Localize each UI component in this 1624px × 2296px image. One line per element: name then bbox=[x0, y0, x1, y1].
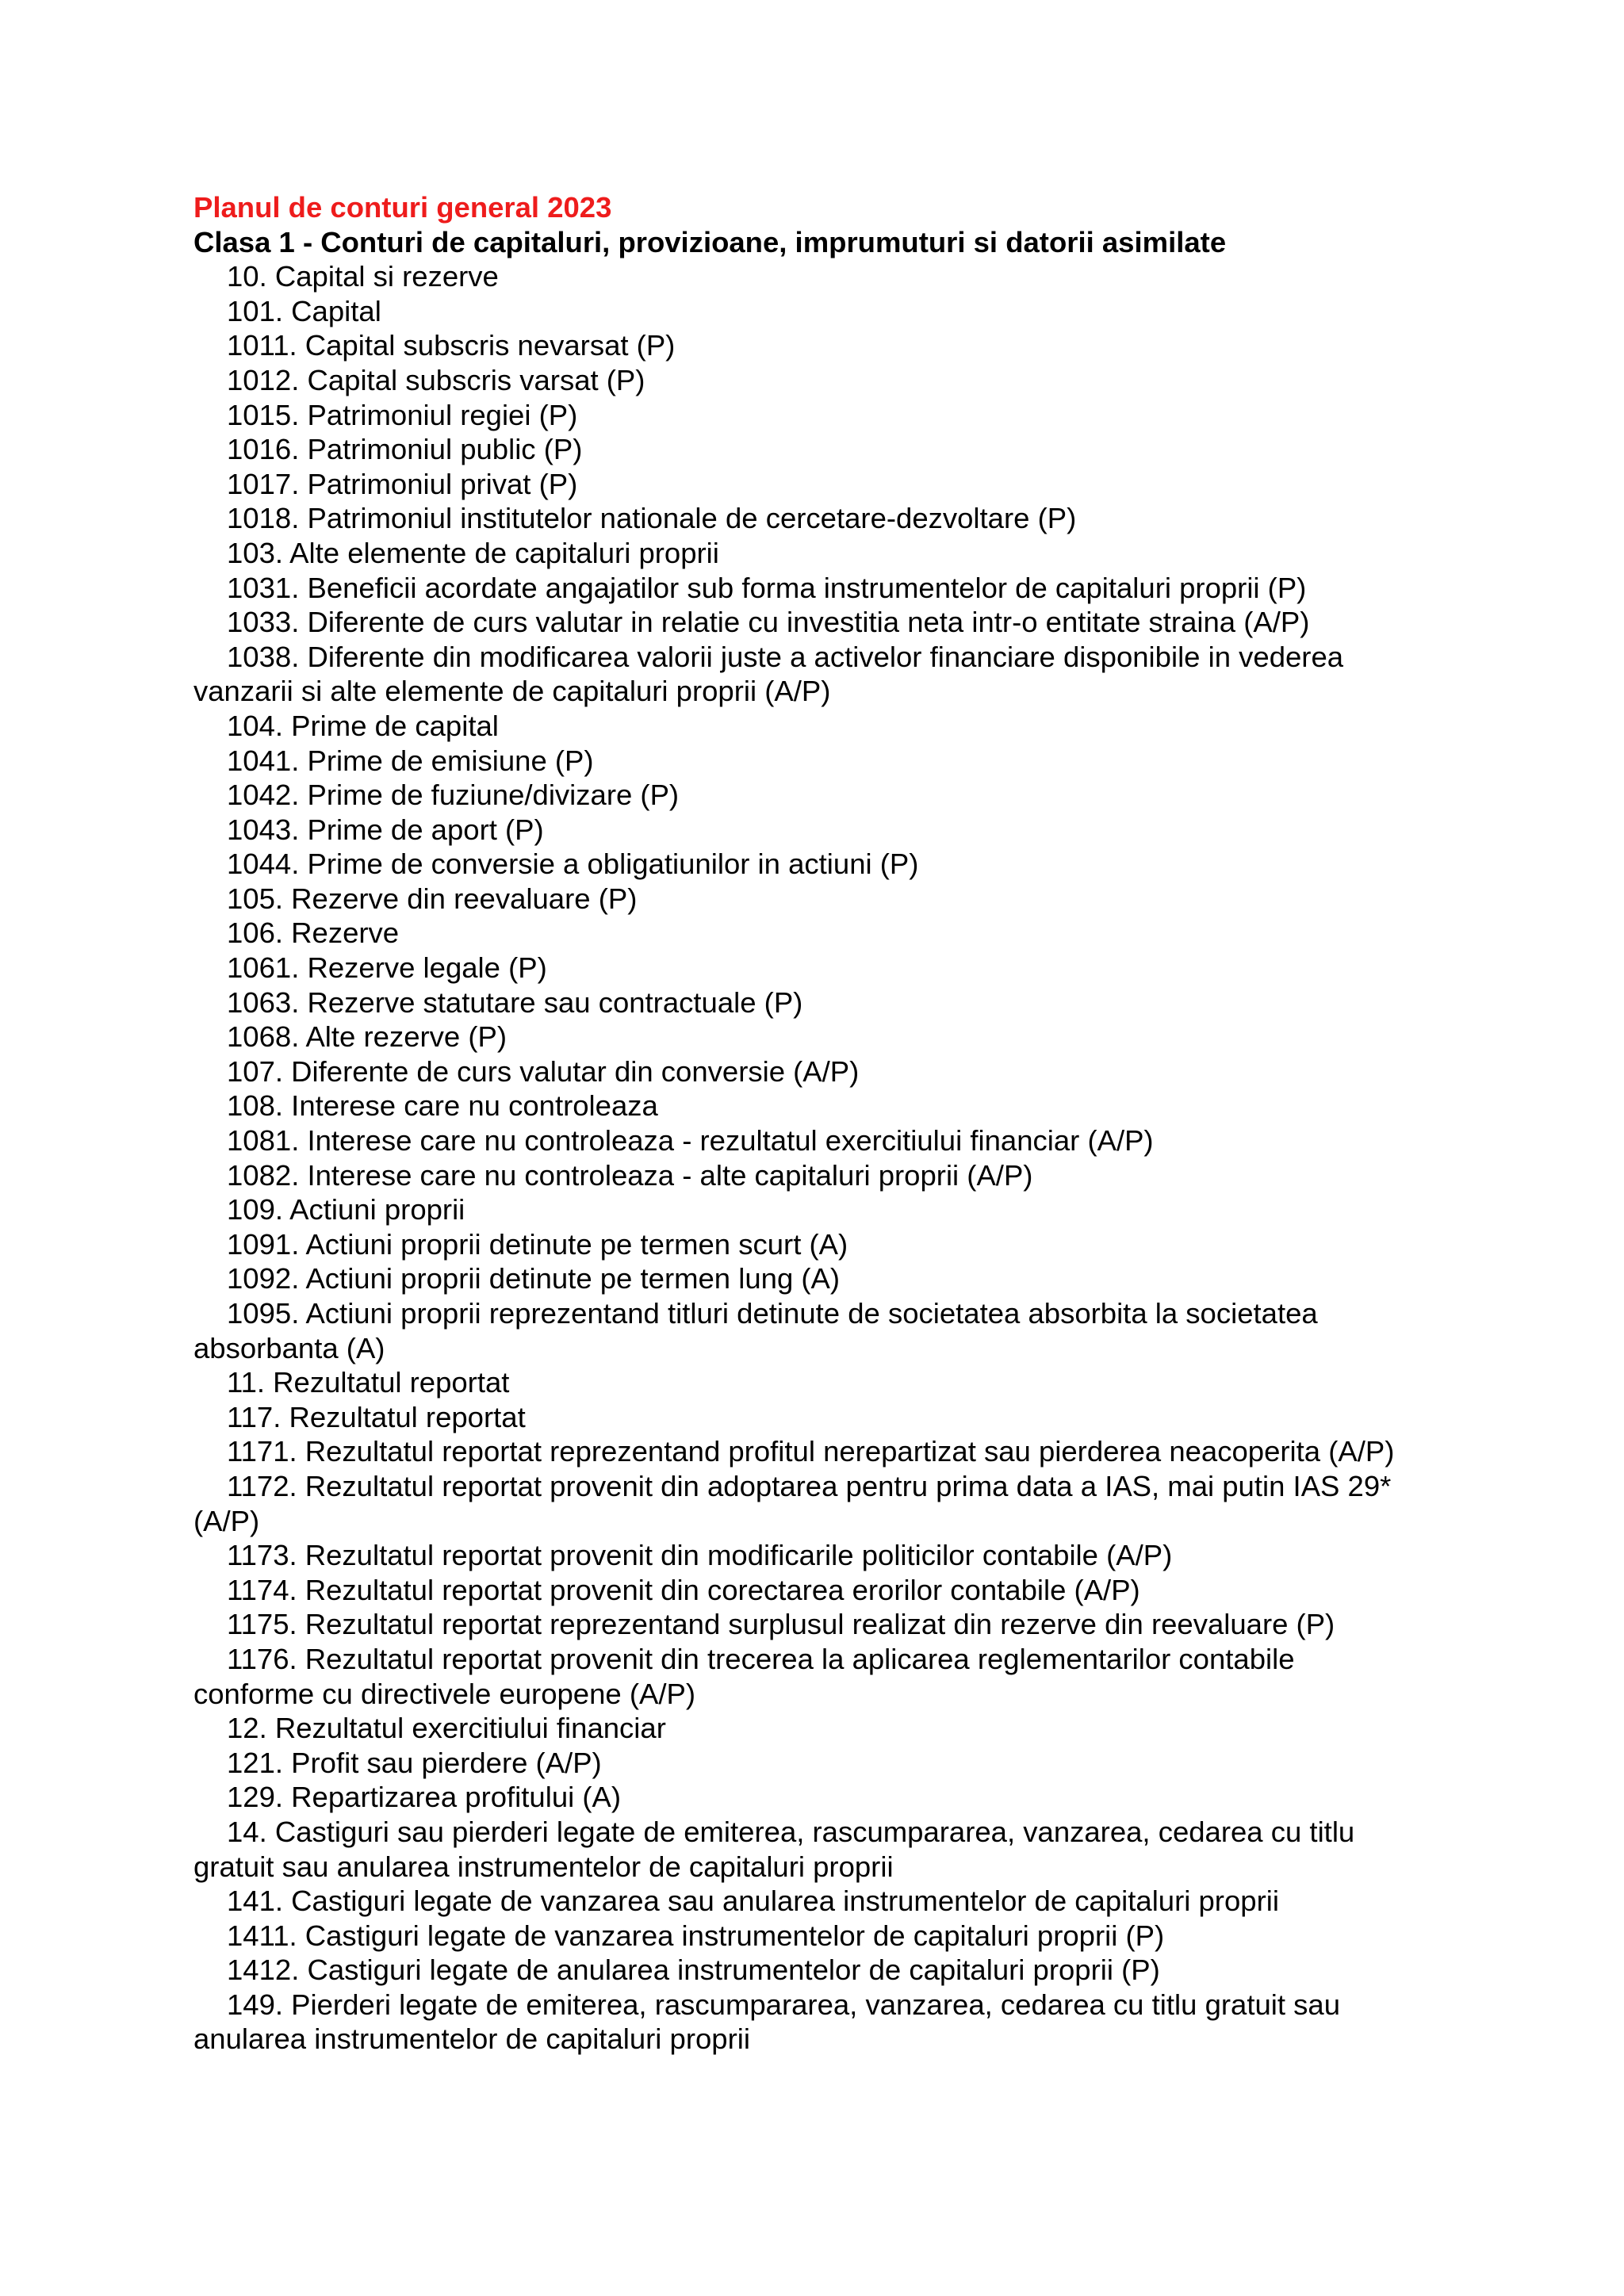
class-heading: Clasa 1 - Conturi de capitaluri, provizioane, imprumuturi si datorii asimilate bbox=[193, 225, 1227, 258]
account-entry: 141. Castiguri legate de vanzarea sau anularea instrumentelor de capitaluri proprii bbox=[227, 1885, 1279, 1918]
account-entry: 1012. Capital subscris varsat (P) bbox=[227, 363, 645, 396]
account-entry: 104. Prime de capital bbox=[227, 709, 499, 742]
account-entry: 101. Capital bbox=[227, 294, 381, 327]
account-entry: 11. Rezultatul reportat bbox=[227, 1366, 510, 1399]
account-entry: 1082. Interese care nu controleaza - alte capitaluri proprii (A/P) bbox=[227, 1158, 1033, 1192]
page-title: Planul de conturi general 2023 bbox=[193, 191, 612, 224]
account-entry: 1412. Castiguri legate de anularea instrumentelor de capitaluri proprii (P) bbox=[227, 1954, 1160, 1987]
document-body bbox=[193, 190, 1415, 2057]
account-entry: 1033. Diferente de curs valutar in relatie cu investitia neta intr-o entitate straina (A/P) bbox=[227, 606, 1310, 639]
account-entry: 1176. Rezultatul reportat provenit din trecerea la aplicarea reglementarilor contabile conforme cu directivele europene (A/P) bbox=[193, 1642, 1295, 1710]
account-entry: 1043. Prime de aport (P) bbox=[227, 813, 544, 846]
account-entry: 149. Pierderi legate de emiterea, rascumpararea, vanzarea, cedarea cu titlu gratuit sau anularea instrumentelor de capitaluri proprii bbox=[193, 1988, 1341, 2056]
account-entry: 1042. Prime de fuziune/divizare (P) bbox=[227, 779, 680, 812]
account-entry: 1063. Rezerve statutare sau contractuale (P) bbox=[227, 985, 803, 1019]
account-entry: 10. Capital si rezerve bbox=[227, 260, 499, 293]
account-entry: 14. Castiguri sau pierderi legate de emiterea, rascumpararea, vanzarea, cedarea cu titlu gratuit sau anularea instrumentelor de capitaluri proprii bbox=[193, 1815, 1355, 1883]
account-entry: 117. Rezultatul reportat bbox=[227, 1400, 526, 1433]
account-entry: 1081. Interese care nu controleaza - rezultatul exercitiului financiar (A/P) bbox=[227, 1124, 1154, 1158]
account-entry: 105. Rezerve din reevaluare (P) bbox=[227, 882, 638, 915]
account-entry: 1091. Actiuni proprii detinute pe termen scurt (A) bbox=[227, 1227, 848, 1261]
account-entry: 108. Interese care nu controleaza bbox=[227, 1089, 658, 1123]
account-entry: 1068. Alte rezerve (P) bbox=[227, 1020, 508, 1054]
account-entry: 1092. Actiuni proprii detinute pe termen lung (A) bbox=[227, 1262, 841, 1295]
account-entry: 12. Rezultatul exercitiului financiar bbox=[227, 1712, 666, 1745]
account-entry: 103. Alte elemente de capitaluri proprii bbox=[227, 536, 719, 569]
account-entry: 1017. Patrimoniul privat (P) bbox=[227, 467, 578, 500]
account-entry: 1011. Capital subscris nevarsat (P) bbox=[227, 329, 676, 362]
account-entry: 1175. Rezultatul reportat reprezentand surplusul realizat din rezerve din reevaluare (P) bbox=[227, 1608, 1335, 1641]
account-entry: 1095. Actiuni proprii reprezentand titluri detinute de societatea absorbita la societatea absorbanta (A) bbox=[193, 1297, 1318, 1364]
account-entry: 1411. Castiguri legate de vanzarea instrumentelor de capitaluri proprii (P) bbox=[227, 1919, 1165, 1952]
account-entry: 109. Actiuni proprii bbox=[227, 1193, 465, 1226]
account-entry: 1041. Prime de emisiune (P) bbox=[227, 744, 594, 777]
account-entry: 1016. Patrimoniul public (P) bbox=[227, 433, 583, 466]
account-entry: 121. Profit sau pierdere (A/P) bbox=[227, 1746, 602, 1779]
account-entry: 106. Rezerve bbox=[227, 916, 400, 950]
account-entry: 1044. Prime de conversie a obligatiunilor in actiuni (P) bbox=[227, 848, 919, 881]
account-entry: 1031. Beneficii acordate angajatilor sub forma instrumentelor de capitaluri proprii (P) bbox=[227, 571, 1307, 604]
account-entry: 129. Repartizarea profitului (A) bbox=[227, 1781, 622, 1814]
account-entry: 1015. Patrimoniul regiei (P) bbox=[227, 398, 578, 431]
account-entry: 1173. Rezultatul reportat provenit din modificarile politicilor contabile (A/P) bbox=[227, 1539, 1173, 1572]
account-entry: 1174. Rezultatul reportat provenit din corectarea erorilor contabile (A/P) bbox=[227, 1573, 1140, 1606]
account-list bbox=[193, 259, 1415, 2057]
account-entry: 1018. Patrimoniul institutelor nationale de cercetare-dezvoltare (P) bbox=[227, 502, 1077, 535]
account-entry: 1172. Rezultatul reportat provenit din adoptarea pentru prima data a IAS, mai putin IAS 29* (A/P) bbox=[193, 1469, 1392, 1537]
account-entry: 107. Diferente de curs valutar din conversie (A/P) bbox=[227, 1054, 860, 1088]
account-entry: 1171. Rezultatul reportat reprezentand profitul nerepartizat sau pierderea neacoperita (A/P) bbox=[227, 1435, 1395, 1468]
account-entry: 1038. Diferente din modificarea valorii juste a activelor financiare disponibile in vederea vanzarii si alte elemente de capitaluri proprii (A/P) bbox=[193, 640, 1344, 708]
account-entry: 1061. Rezerve legale (P) bbox=[227, 951, 547, 985]
